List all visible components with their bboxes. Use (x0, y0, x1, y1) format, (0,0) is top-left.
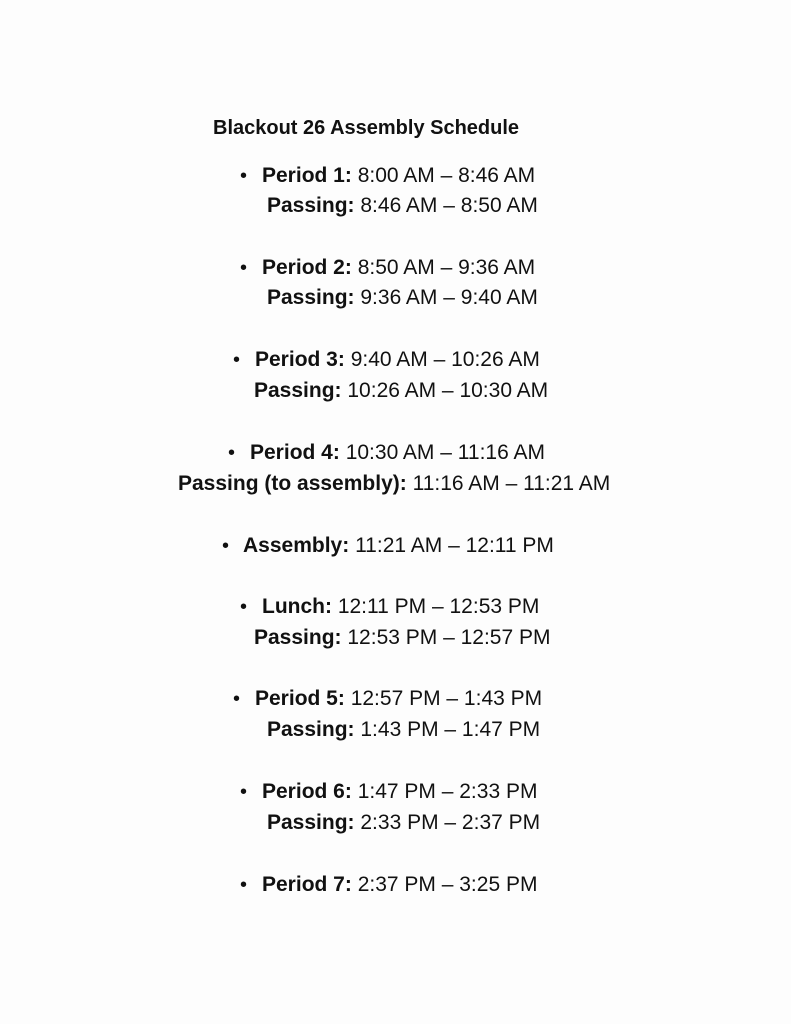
item-label: Lunch: (262, 595, 332, 618)
passing-label: Passing (to assembly): (178, 472, 407, 495)
schedule-item (255, 687, 542, 711)
passing-item (267, 718, 540, 742)
item-time: 12:57 PM – 1:43 PM (350, 687, 543, 710)
passing-time: 1:43 PM – 1:47 PM (360, 718, 541, 741)
passing-label: Passing: (267, 718, 355, 741)
passing-item (267, 811, 540, 835)
item-time: 8:50 AM – 9:36 AM (357, 256, 536, 279)
schedule-item (243, 534, 554, 558)
schedule-item (262, 873, 537, 897)
passing-item (178, 472, 610, 496)
bullet-icon: • (240, 257, 248, 279)
passing-item (267, 194, 538, 218)
passing-item (254, 626, 551, 650)
passing-label: Passing: (254, 626, 342, 649)
bullet-icon: • (228, 442, 236, 464)
item-time: 11:21 AM – 12:11 PM (355, 534, 554, 557)
bullet-icon: • (240, 781, 248, 803)
item-time: 12:11 PM – 12:53 PM (337, 595, 540, 618)
item-time: 8:00 AM – 8:46 AM (357, 164, 536, 187)
item-label: Period 4: (250, 441, 340, 464)
bullet-icon: • (222, 535, 230, 557)
item-label: Period 6: (262, 780, 352, 803)
passing-time: 12:53 PM – 12:57 PM (347, 626, 551, 649)
item-label: Period 5: (255, 687, 345, 710)
passing-time: 8:46 AM – 8:50 AM (360, 194, 538, 217)
item-time: 10:30 AM – 11:16 AM (345, 441, 545, 464)
item-label: Period 3: (255, 348, 345, 371)
item-time: 2:37 PM – 3:25 PM (357, 873, 538, 896)
schedule-item (255, 348, 540, 372)
passing-item (267, 286, 538, 310)
passing-label: Passing: (267, 194, 355, 217)
bullet-icon: • (240, 165, 248, 187)
bullet-icon: • (233, 688, 241, 710)
item-label: Period 7: (262, 873, 352, 896)
passing-time: 11:16 AM – 11:21 AM (412, 472, 611, 495)
schedule-item (250, 441, 545, 465)
item-label: Period 2: (262, 256, 352, 279)
passing-label: Passing: (267, 286, 355, 309)
item-label: Period 1: (262, 164, 352, 187)
passing-time: 10:26 AM – 10:30 AM (347, 379, 549, 402)
bullet-icon: • (233, 349, 241, 371)
bullet-icon: • (240, 596, 248, 618)
item-label: Assembly: (243, 534, 350, 557)
passing-time: 9:36 AM – 9:40 AM (360, 286, 538, 309)
item-time: 9:40 AM – 10:26 AM (350, 348, 540, 371)
schedule-item (262, 164, 535, 188)
page-title: Blackout 26 Assembly Schedule (213, 117, 520, 139)
bullet-icon: • (240, 874, 248, 896)
item-time: 1:47 PM – 2:33 PM (357, 780, 538, 803)
passing-time: 2:33 PM – 2:37 PM (360, 811, 541, 834)
passing-label: Passing: (267, 811, 355, 834)
schedule-item (262, 780, 537, 804)
passing-item (254, 379, 548, 403)
schedule-item (262, 256, 535, 280)
passing-label: Passing: (254, 379, 342, 402)
schedule-item (262, 595, 539, 619)
